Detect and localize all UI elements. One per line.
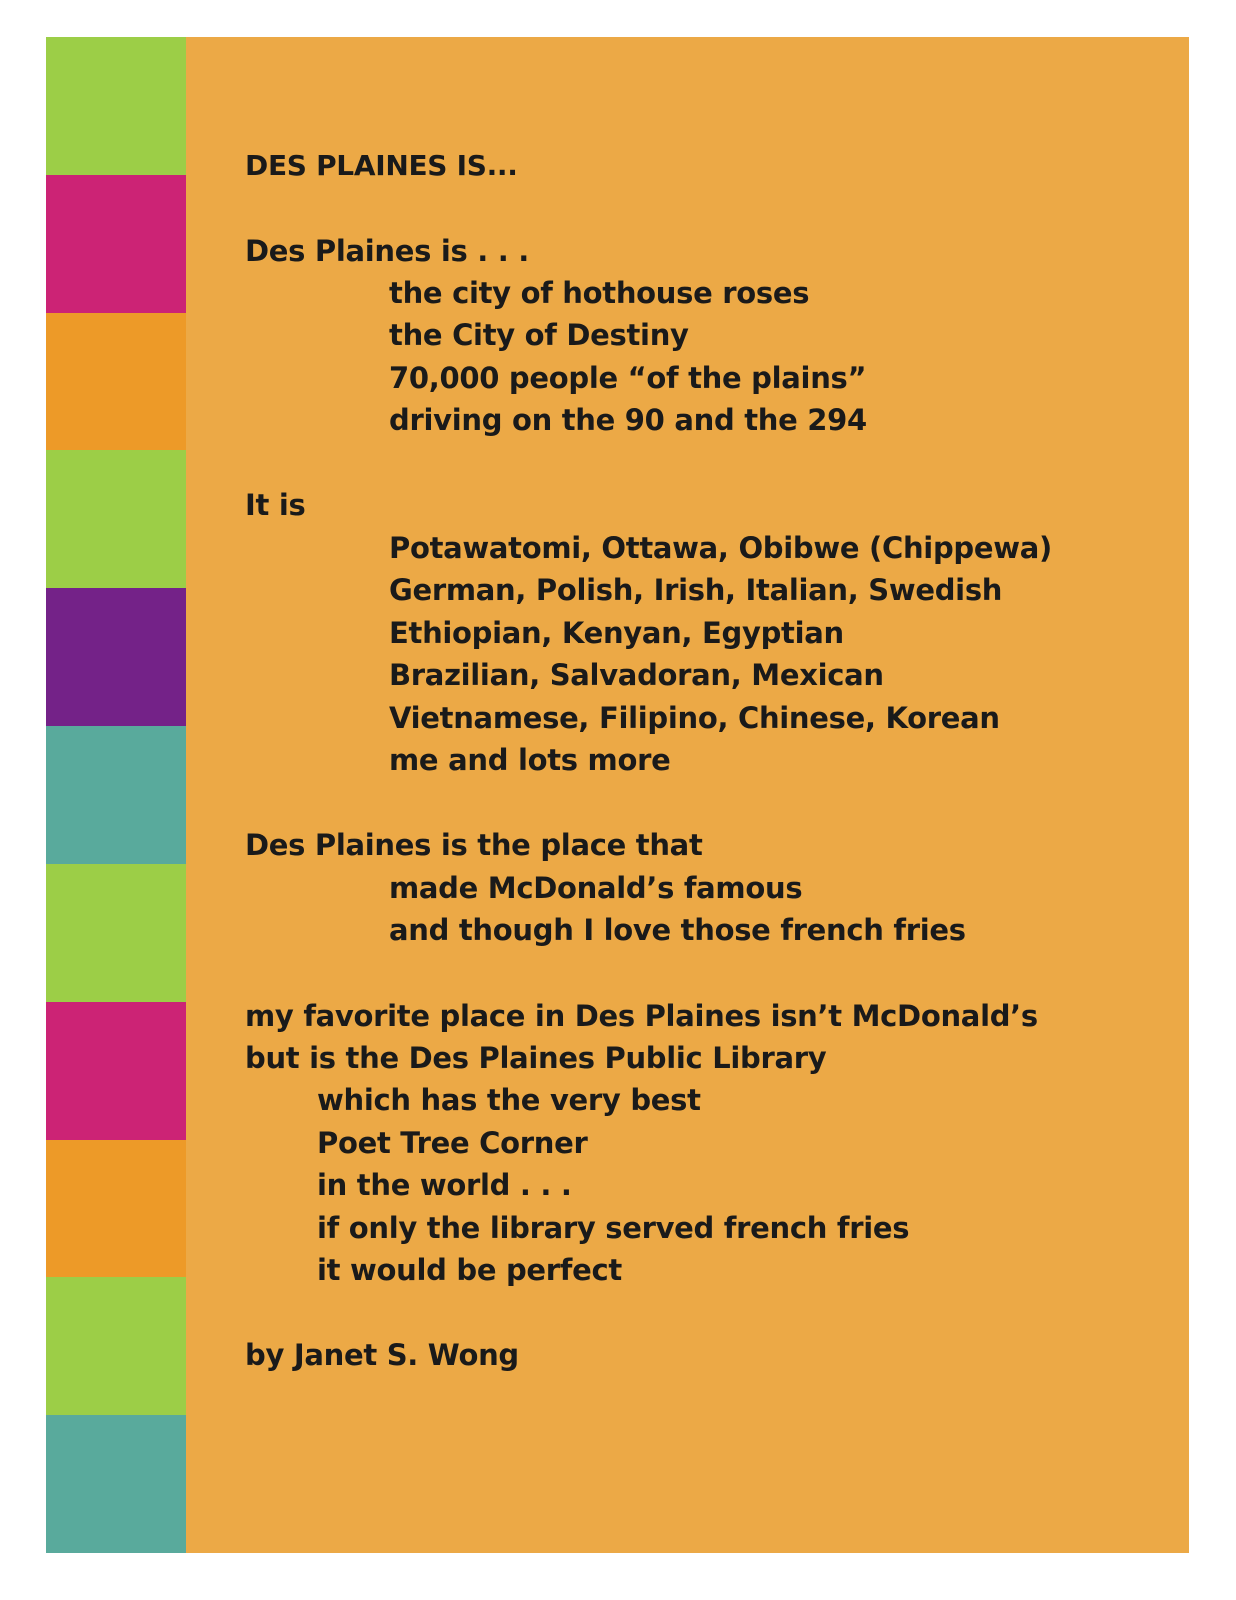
stanza-4-line: in the world . . . bbox=[317, 1168, 572, 1202]
stanza-3-line: made McDonald’s famous bbox=[389, 871, 803, 905]
color-block bbox=[46, 1002, 186, 1140]
stanza-2-line: me and lots more bbox=[389, 743, 671, 777]
stanza-2-line: German, Polish, Irish, Italian, Swedish bbox=[389, 573, 1003, 607]
stanza-1-intro: Des Plaines is . . . bbox=[245, 234, 530, 268]
poem-byline: by Janet S. Wong bbox=[245, 1338, 519, 1372]
color-block bbox=[46, 450, 186, 588]
color-block bbox=[46, 1277, 186, 1415]
stanza-2-line: Potawatomi, Ottawa, Obibwe (Chippewa) bbox=[389, 531, 1052, 565]
stanza-4-line: Poet Tree Corner bbox=[317, 1126, 588, 1160]
poem-title: DES PLAINES IS... bbox=[245, 149, 518, 182]
stanza-4-intro: my favorite place in Des Plaines isn’t McDonald’s bbox=[245, 999, 1038, 1033]
stanza-4-intro: but is the Des Plaines Public Library bbox=[245, 1041, 827, 1075]
poem-page bbox=[46, 37, 1189, 1553]
stanza-1-line: the City of Destiny bbox=[389, 318, 689, 352]
stanza-1-line: driving on the 90 and the 294 bbox=[389, 403, 867, 437]
stanza-2-line: Vietnamese, Filipino, Chinese, Korean bbox=[389, 701, 1000, 735]
decorative-color-strip bbox=[46, 37, 186, 1553]
stanza-1-line: the city of hothouse roses bbox=[389, 276, 810, 310]
stanza-3-line: and though I love those french fries bbox=[389, 913, 966, 947]
color-block bbox=[46, 864, 186, 1002]
stanza-2-line: Brazilian, Salvadoran, Mexican bbox=[389, 658, 884, 692]
color-block bbox=[46, 1140, 186, 1278]
stanza-2-line: Ethiopian, Kenyan, Egyptian bbox=[389, 616, 844, 650]
color-block bbox=[46, 1415, 186, 1553]
stanza-3-intro: Des Plaines is the place that bbox=[245, 828, 703, 862]
color-block bbox=[46, 726, 186, 864]
stanza-4-line: it would be perfect bbox=[317, 1253, 622, 1287]
color-block bbox=[46, 313, 186, 451]
stanza-4-line: if only the library served french fries bbox=[317, 1211, 910, 1245]
color-block bbox=[46, 588, 186, 726]
color-block bbox=[46, 37, 186, 175]
stanza-4-line: which has the very best bbox=[317, 1083, 701, 1117]
color-block bbox=[46, 175, 186, 313]
stanza-2-intro: It is bbox=[245, 488, 306, 522]
stanza-1-line: 70,000 people “of the plains” bbox=[389, 361, 867, 395]
